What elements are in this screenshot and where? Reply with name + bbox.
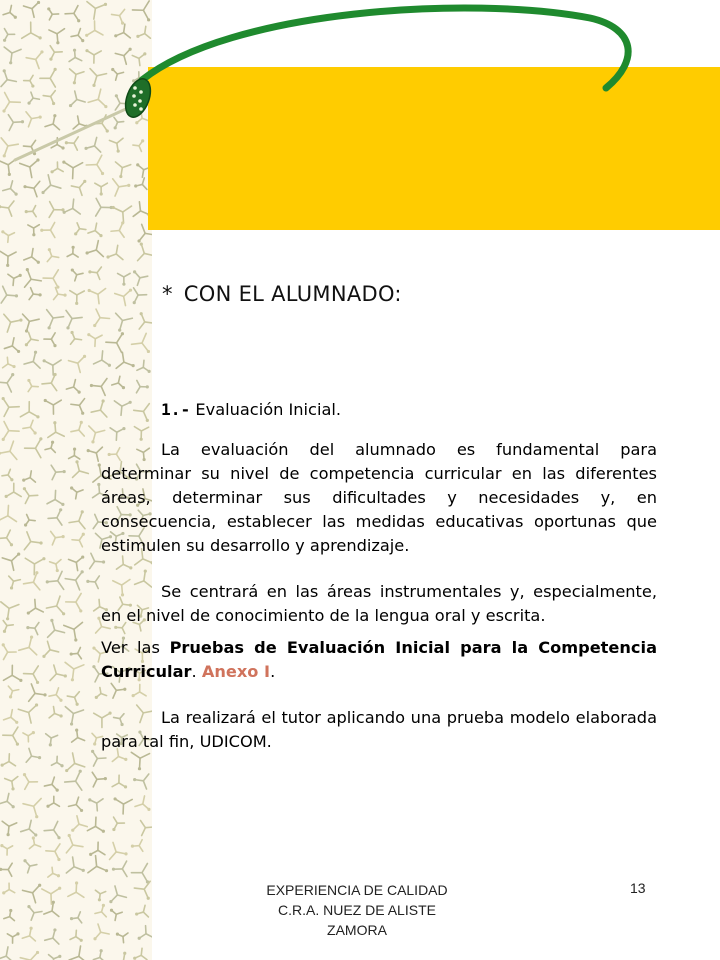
annex-link[interactable]: Anexo I: [201, 662, 271, 681]
green-bead-icon: [121, 75, 155, 120]
stem-line: [15, 108, 128, 160]
section-number: 1.-: [161, 400, 191, 419]
paragraph-1: La evaluación del alumnado es fundamental para determinar su nivel de competencia curricular en las diferentes áreas, determinar sus dificultades y necesidades y, en consecuencia, establecer las medidas educativas oportunas que estimulen su desarrollo y aprendizaje.: [101, 440, 657, 555]
paragraph-2: Se centrará en las áreas instrumentales y, especialmente, en el nivel de conocimiento de la lengua oral y escrita.: [101, 582, 657, 625]
footer-line-1: EXPERIENCIA DE CALIDAD: [266, 882, 448, 898]
p3-separator: .: [191, 662, 197, 681]
tests-reference: Pruebas de Evaluación Inicial para la Competencia Curricular: [101, 638, 657, 681]
green-arc-decoration: [0, 0, 720, 240]
p3-end: .: [270, 662, 276, 681]
page-number: 13: [630, 880, 646, 896]
page-title: [162, 282, 402, 306]
section-heading-text: Evaluación Inicial.: [195, 400, 342, 419]
footer-line-2: C.R.A. NUEZ DE ALISTE: [278, 902, 436, 918]
title-text: CON EL ALUMNADO:: [183, 282, 402, 306]
paragraph-4: La realizará el tutor aplicando una prueba modelo elaborada para tal fin, UDICOM.: [101, 708, 657, 751]
green-arc: [142, 8, 628, 88]
p3-prefix: Ver las: [101, 638, 160, 657]
document-body: [101, 398, 657, 754]
footer: [232, 880, 482, 940]
section-heading: [101, 398, 657, 422]
footer-line-3: ZAMORA: [327, 922, 387, 938]
title-star: *: [162, 282, 173, 306]
paragraph-3: [101, 636, 657, 684]
